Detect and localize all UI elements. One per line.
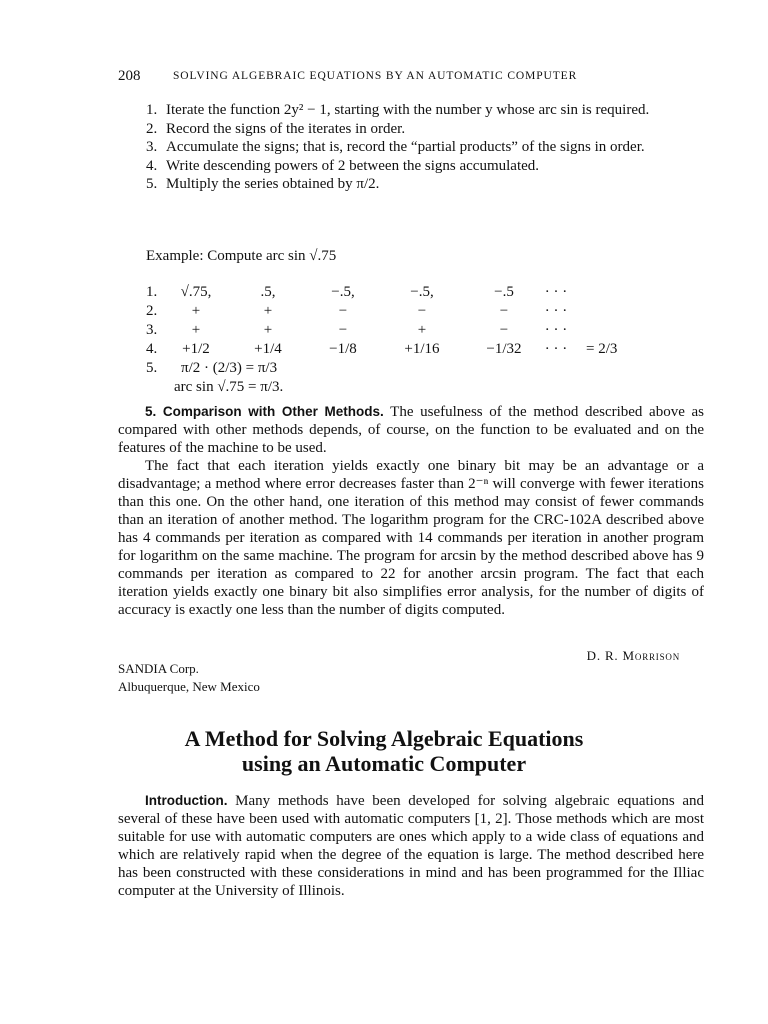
table-cell: arc sin √.75 = π/3. bbox=[174, 379, 284, 395]
affiliation-city: Albuquerque, New Mexico bbox=[118, 679, 260, 694]
table-cell: + bbox=[191, 322, 201, 338]
table-row bbox=[146, 359, 666, 378]
table-row bbox=[146, 283, 666, 302]
section-5 bbox=[118, 403, 704, 619]
step-1 bbox=[146, 101, 706, 120]
table-cell: · · · bbox=[544, 303, 568, 319]
table-cell: +1/4 bbox=[254, 341, 282, 357]
article-title bbox=[0, 726, 768, 776]
paragraph-text: The usefulness of the method described above as compared with other methods depends, of course, on the function to be evaluated and on the features of the machine to be used. bbox=[118, 404, 704, 456]
paragraph bbox=[118, 403, 704, 457]
paragraph-text: The fact that each iteration yields exactly one binary bit may be an advantage or a disadvantage; a method where error decreases faster than 2⁻ⁿ will converge with fewer iterations than this one. On the other hand, one iteration of this method may consist of fewer commands than an iteration of another method. The logarithm program for the CRC-102A described above has 4 commands per iteration as compared with 14 commands per iteration in another program for logarithm on the same machine. The program for arcsin by the method described above has 9 commands per iteration as compared to 22 for another arcsin program. The fact that each iteration yields exactly one binary bit also simplifies error analysis, for the number of digits of accuracy is exactly one less than the number of digits computed. bbox=[118, 458, 704, 618]
title-line: using an Automatic Computer bbox=[241, 751, 527, 776]
section-heading: Introduction. bbox=[145, 793, 228, 808]
introduction bbox=[118, 792, 704, 900]
page-number: 208 bbox=[118, 68, 141, 84]
title-line: A Method for Solving Algebraic Equations bbox=[184, 726, 584, 751]
table-cell: = 2/3 bbox=[586, 341, 618, 357]
author-signature: D. R. Morrison bbox=[586, 648, 680, 663]
table-cell: 4. bbox=[146, 341, 158, 357]
table-cell: −.5, bbox=[410, 284, 434, 300]
table-cell: 3. bbox=[146, 322, 158, 338]
paragraph-text: Many methods have been developed for solving algebraic equations and several of these have been used with automatic computers [1, 2]. Those methods which are most suitable for use with automatic computers are ones which apply to a wide class of equations and which are relatively rapid when the degree of the equation is large. The method described here has been constructed with these considerations in mind and has been programmed for the Illiac computer at the University of Illinois. bbox=[118, 793, 704, 899]
paragraph bbox=[118, 792, 704, 900]
table-cell: − bbox=[338, 322, 348, 338]
table-cell: − bbox=[499, 303, 509, 319]
table-cell: − bbox=[499, 322, 509, 338]
step-5 bbox=[146, 175, 706, 194]
table-cell: · · · bbox=[544, 341, 568, 357]
example-heading: Example: Compute arc sin √.75 bbox=[146, 248, 337, 264]
step-text: Record the signs of the iterates in order. bbox=[166, 120, 406, 137]
step-2 bbox=[146, 120, 706, 139]
table-cell: 5. bbox=[146, 360, 158, 376]
table-cell: − bbox=[417, 303, 427, 319]
table-cell: −1/8 bbox=[329, 341, 357, 357]
step-number: 4. bbox=[146, 157, 158, 174]
step-text: Multiply the series obtained by π/2. bbox=[166, 176, 380, 193]
table-cell: √.75, bbox=[180, 284, 212, 300]
affiliation-org: SANDIA Corp. bbox=[118, 661, 199, 676]
step-text: Iterate the function 2y² − 1, starting with the number y whose arc sin is required. bbox=[166, 102, 650, 118]
table-cell: +1/2 bbox=[182, 341, 210, 357]
step-4 bbox=[146, 157, 706, 176]
table-cell: − bbox=[338, 303, 348, 319]
step-number: 3. bbox=[146, 139, 158, 156]
table-row bbox=[146, 340, 666, 359]
table-cell: −.5, bbox=[331, 284, 355, 300]
table-cell: −1/32 bbox=[486, 341, 522, 357]
algorithm-steps bbox=[146, 101, 706, 194]
step-number: 5. bbox=[146, 176, 158, 193]
table-cell: + bbox=[417, 322, 427, 338]
example-table bbox=[146, 283, 666, 397]
step-number: 2. bbox=[146, 120, 158, 137]
table-cell: π/2 · (2/3) = π/3 bbox=[181, 360, 278, 376]
table-cell: +1/16 bbox=[404, 341, 440, 357]
table-row bbox=[146, 378, 666, 397]
table-cell: + bbox=[191, 303, 201, 319]
step-text: Accumulate the signs; that is, record the “partial products” of the signs in order. bbox=[166, 139, 645, 156]
table-cell: 1. bbox=[146, 284, 158, 300]
table-cell: 2. bbox=[146, 303, 158, 319]
section-heading: 5. Comparison with Other Methods. bbox=[145, 404, 384, 419]
step-text: Write descending powers of 2 between the signs accumulated. bbox=[166, 157, 540, 174]
table-cell: · · · bbox=[544, 284, 568, 300]
table-cell: + bbox=[263, 322, 273, 338]
table-row bbox=[146, 321, 666, 340]
table-row bbox=[146, 302, 666, 321]
paragraph bbox=[118, 457, 704, 619]
step-3 bbox=[146, 138, 706, 157]
table-cell: · · · bbox=[544, 322, 568, 338]
running-title: SOLVING ALGEBRAIC EQUATIONS BY AN AUTOMATIC COMPUTER bbox=[173, 70, 578, 82]
step-number: 1. bbox=[146, 102, 158, 118]
table-cell: −.5 bbox=[494, 284, 514, 300]
affiliation bbox=[118, 660, 260, 696]
table-cell: + bbox=[263, 303, 273, 319]
table-cell: .5, bbox=[260, 284, 276, 300]
